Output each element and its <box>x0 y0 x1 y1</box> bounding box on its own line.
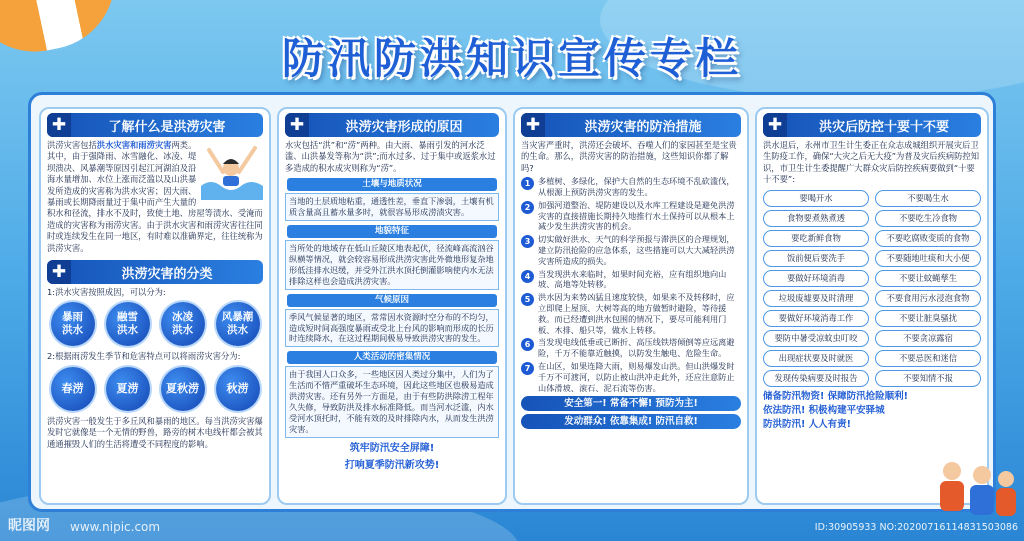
measure-item <box>515 361 747 393</box>
cause-text: 当所处的地域存在低山丘陵区地表起伏，径流峰高流汹谷纵横等情况，就会较容易形成洪涝灾害此外微地形复杂地形低洼排水迟缓，并受外江洪水顶托倒灌影响使内水无法排除这样也会造成洪涝灾害。 <box>285 240 499 290</box>
flood-type-circle: 融雪 洪水 <box>106 302 150 346</box>
dont-item: 不要吃腐败变质的食物 <box>875 230 981 247</box>
measure-number-badge: 5 <box>521 293 534 306</box>
flood-type-circle: 冰凌 洪水 <box>161 302 205 346</box>
plus-icon: ✚ <box>285 113 309 137</box>
cause-subtitle: 地貌特征 <box>287 225 497 238</box>
measure-item <box>515 337 747 359</box>
watermark-logo: 昵图网 <box>8 518 50 534</box>
dont-item: 不要让蚊蝇孳生 <box>875 270 981 287</box>
cause-section-list <box>279 178 505 438</box>
plus-icon: ✚ <box>521 113 545 137</box>
season-type-list <box>41 363 269 413</box>
classification-text: 1:洪水灾害按照成因，可以分为: <box>47 287 166 298</box>
measure-text: 当发现电线低垂或已断折、高压线铁塔倾倒等应远离避险，千万不能靠近触摸，以防发生触电、危险生命。 <box>538 337 735 359</box>
measure-item <box>515 292 747 335</box>
measure-item <box>515 176 747 198</box>
measure-text: 加强河道整治、堤防建设以及水库工程建设是避免洪涝灾害的直接措施长期持久地推行水土保持可以从根本上减少发生洪涝灾害的机会。 <box>538 199 735 232</box>
dont-item: 不要随地吐痰和大小便 <box>875 250 981 267</box>
column-prevention <box>513 107 749 505</box>
watermark-url: www.nipic.com <box>70 520 161 534</box>
do-item: 要喝开水 <box>763 190 869 207</box>
cause-text: 当地的土层质地粘重，通透性差，垂直下渗弱，土壤有机质含量高且蓄水量多时，就很容易形成涝渍灾害。 <box>285 193 499 221</box>
do-item: 垃圾废墟要及时清理 <box>763 290 869 307</box>
do-item: 要做好环境消毒 <box>763 270 869 287</box>
measure-text: 当发现洪水来临时，如果时间充裕，应有组织地向山坡、高地等处转移。 <box>538 268 727 290</box>
dont-item: 不要吃生冷食物 <box>875 210 981 227</box>
column-causes <box>277 107 507 505</box>
dont-item: 不要让脏臭骚扰 <box>875 310 981 327</box>
outro-text: 洪涝灾害一般发生于多丘风和暴雨的地区。每当洪涝灾害爆发时它就像是一个无情的野兽，路旁的树木电线杆都会被其通通摧毁人们的生活将遭受不同程度的影响。 <box>47 415 263 449</box>
dont-item: 不要食用污水浸泡食物 <box>875 290 981 307</box>
column-post-flood <box>755 107 989 505</box>
do-item: 要防中暑受凉蚊虫叮咬 <box>763 330 869 347</box>
dont-item: 不要贪凉露宿 <box>875 330 981 347</box>
measure-number-badge: 6 <box>521 338 534 351</box>
plus-icon: ✚ <box>47 113 71 137</box>
page-title: 防汛防洪知识宣传专栏 <box>281 34 742 83</box>
season-type-circle: 秋涝 <box>216 367 260 411</box>
do-item: 饭前便后要洗手 <box>763 250 869 267</box>
cause-subtitle: 气候原因 <box>287 294 497 307</box>
measure-number-badge: 3 <box>521 235 534 248</box>
do-item: 要吃新鲜食物 <box>763 230 869 247</box>
measure-text: 切实做好洪水、天气的科学预报与滞洪区的合理规划，建立防汛抢险的应急体系，这些措施可以大大减轻洪涝灾害所造成的损失。 <box>538 234 735 266</box>
section-header: ✚ 洪涝灾害形成的原因 <box>285 113 499 137</box>
slogan: 打响夏季防汛新攻势! <box>344 459 440 471</box>
do-item: 要做好环境消毒工作 <box>763 310 869 327</box>
flood-type-circle: 风暴潮 洪水 <box>216 302 260 346</box>
cause-subtitle: 人类活动的密集情况 <box>287 351 497 364</box>
intro-text: 洪涝灾害包括洪水灾害和雨涝灾害两类。其中，由于强降雨、冰雪融化、冰凌、堤坝溃决、风暴潮等原因引起江河湖泊及沿海水量增加、水位上涨而泛滥以及山洪暴发所造成的灾害称为洪水灾害；因大雨、暴雨或长期降雨量过于集中而产生大量的积水和径流，排水不及时，致使土地、房屋等渍水、受淹而造成的灾害称为雨涝灾害。由于洪水灾害和雨涝灾害往往同时或连续发生在同一地区，有时难以准确界定，往往统称为洪涝灾害。 <box>47 140 263 253</box>
dont-item: 不要喝生水 <box>875 190 981 207</box>
do-item: 出现症状要及时就医 <box>763 350 869 367</box>
classification-text: 2:根据雨涝发生季节和危害特点可以将雨涝灾害分为: <box>47 351 241 362</box>
dont-item: 不要忌医和迷信 <box>875 350 981 367</box>
measure-item <box>515 269 747 291</box>
dos-donts-grid <box>757 186 987 387</box>
season-type-circle: 夏秋涝 <box>161 367 205 411</box>
measure-number-badge: 7 <box>521 362 534 375</box>
intro-text: 水灾包括“洪”和“涝”两种。由大雨、暴雨引发的河水泛滥、山洪暴发等称为“洪”;而水过多、过于集中或返浆水过多造成的积水成灾则称为“涝”。 <box>285 140 496 173</box>
measure-text: 多植树、多绿化，保护大自然的生态环境不乱砍滥伐，从根源上预防洪涝灾害的发生。 <box>538 176 735 198</box>
measure-text: 在山区，如果连降大雨，则易爆发山洪。但山洪爆发时千万不可渡河，以防止被山洪冲走此外，还应注意防止山体滑坡、滚石、泥石流等伤害。 <box>538 360 735 393</box>
footer-slogans: 储备防汛物资! 保障防汛抢险顺利! 依法防汛! 积极构建平安驿城 防洪防汛! 人人有责! <box>763 390 908 430</box>
plus-icon: ✚ <box>47 260 71 284</box>
measure-number-badge: 4 <box>521 270 534 283</box>
season-type-circle: 春涝 <box>51 367 95 411</box>
do-item: 发现传染病要及时报告 <box>763 370 869 387</box>
do-item: 食物要煮熟煮透 <box>763 210 869 227</box>
cause-text: 由于我国人口众多，一些地区因人类过分集中，人们为了生活而不惜严重破坏生态环境，因此这些地区也极易造成洪涝灾害。还有另外一方面是，由于有些防洪除涝工程年久失修，导致防洪及排水标准降低。而当河水泛滥，内水受河水顶托时，不能有效的及时排除内水，从而发生洪涝灾害。 <box>285 366 499 437</box>
bulletin-board <box>28 92 996 512</box>
image-id: ID:30905933 NO:20200716114831503086 <box>814 522 1018 533</box>
dont-item: 不要知情不报 <box>875 370 981 387</box>
section-header: ✚ 洪灾后防控十要十不要 <box>763 113 981 137</box>
plus-icon: ✚ <box>763 113 787 137</box>
flood-type-circle: 暴雨 洪水 <box>51 302 95 346</box>
section-header: ✚ 了解什么是洪涝灾害 <box>47 113 263 137</box>
section-header: ✚ 洪涝灾害的防治措施 <box>521 113 741 137</box>
column-what-is-flood <box>39 107 271 505</box>
cause-text: 季风气候显著的地区，常常因水资源时空分布的不均匀，造成短时间高强度暴雨或受北上台风的影响而形成的长历时连续降水，在这过程期间极易导致洪涝灾害的发生。 <box>285 309 499 348</box>
measure-text: 洪水因为来势凶猛且速度较快，如果来不及转移时，应立即爬上屋顶、大树等高的地方做暂时避险，等待援救。而已经遭到洪水包围的情况下，要尽可能利用门板、木排、船只等，做水上转移。 <box>538 292 735 335</box>
intro-text: 当灾害严重时，洪涝还会破坏、吞噬人们的家园甚至是宝贵的生命。那么，洪涝灾害的防治措施，这些知识你都了解吗? <box>521 140 737 173</box>
drowning-person-icon <box>201 142 263 200</box>
measure-list <box>515 176 747 393</box>
section-header: ✚ 洪涝灾害的分类 <box>47 260 263 284</box>
rescue-workers-illustration <box>930 455 1020 527</box>
slogan-bar: 安全第一! 常备不懈! 预防为主! <box>521 396 741 411</box>
slogan: 筑牢防汛安全屏障! <box>349 442 435 454</box>
intro-text: 洪水退后，永州市卫生计生委正在众志成城组织开展灾后卫生防疫工作，确保“大灾之后无大疫”为普及灾后疾病防控知识，市卫生计生委提醒广大群众灾后防控疾病要做到“十要十不要”: <box>763 140 980 185</box>
measure-item <box>515 234 747 266</box>
cause-subtitle: 土壤与地质状况 <box>287 178 497 191</box>
measure-number-badge: 1 <box>521 177 534 190</box>
slogan-bar: 发动群众! 依靠集成! 防汛自救! <box>521 414 741 429</box>
measure-item <box>515 200 747 232</box>
measure-number-badge: 2 <box>521 201 534 214</box>
season-type-circle: 夏涝 <box>106 367 150 411</box>
flood-type-list <box>41 298 269 348</box>
